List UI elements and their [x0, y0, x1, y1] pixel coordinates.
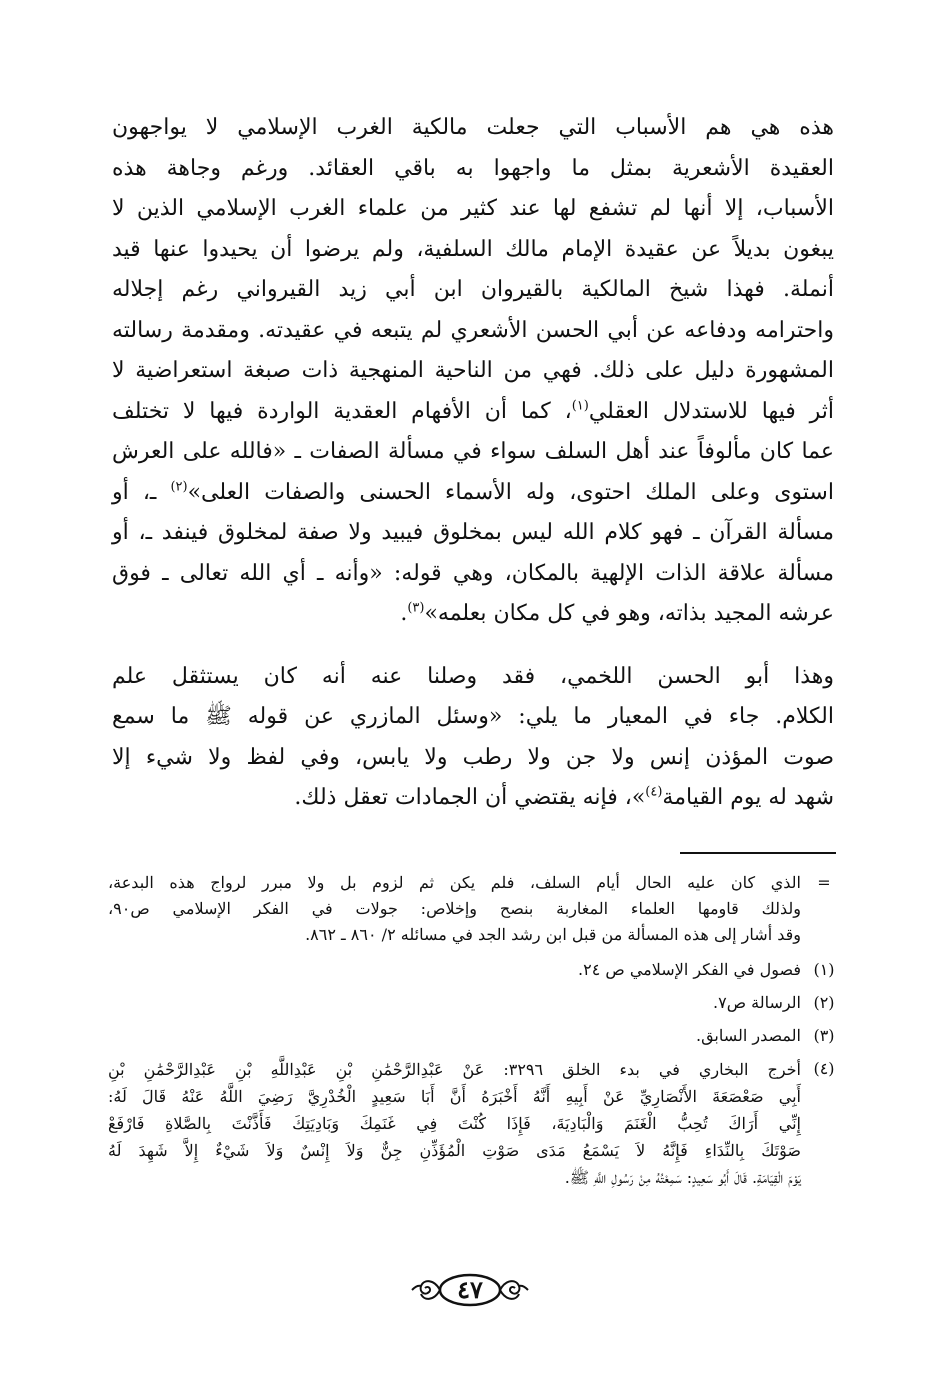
- footnote-3: [108, 1023, 847, 1049]
- text-line: [112, 392, 834, 433]
- footnote-continuation: [108, 870, 847, 948]
- footnote-ref-1[interactable]: (١): [571, 398, 589, 414]
- text-line: الكلام. جاء في المعيار ما يلي: «وسئل المازري عن قوله ﷺ ما سمع: [112, 704, 834, 729]
- text-line: [112, 594, 834, 635]
- footnote-line: الذي كان عليه الحال أيام السلف، فلم يكن ثم لزوم بل ولا مبرر لرواج هذه البدعة،: [108, 873, 801, 892]
- paragraph-1: [112, 108, 834, 635]
- text-line: يبغون بديلاً عن عقيدة الإمام مالك السلفية، ولم يرضوا أن يحيدوا عنها قيد: [112, 236, 834, 262]
- paragraph-2: [112, 657, 834, 819]
- text-line: العقيدة الأشعرية بمثل ما واجهوا به باقي العقائد. ورغم وجاهة هذه: [112, 155, 834, 181]
- footnotes: [108, 870, 847, 1198]
- page-number: [410, 1270, 530, 1310]
- footnote-line: يَوْمَ الْقِيَامَةِ. قَالَ أَبُو سَعِيدٍ: سَمِعْتُهُ مِنْ رَسُولِ اللَّهِ ﷺ.: [564, 1168, 801, 1187]
- text-segment: ، كما أن الأفهام العقدية الواردة فيها لا تختلف: [112, 398, 572, 424]
- footnote-ref-3[interactable]: (٣): [407, 600, 425, 616]
- text-line: عما كان مألوفاً عند أهل السلف سواء في مسألة الصفات ـ «فالله على العرش: [112, 439, 834, 464]
- text-line: صوت المؤذن إنس ولا جن ولا رطب ولا يابس، وفي لفظ ولا شيء إلا: [112, 744, 834, 770]
- footnote-ref-2[interactable]: (٢): [170, 479, 188, 495]
- text-line: مسألة القرآن ـ فهو كلام الله ليس بمخلوق فيبيد ولا صفة لمخلوق فينفد ـ، أو: [112, 520, 834, 545]
- footnote-line: وقد أشار إلى هذه المسألة من قبل ابن رشد الجد في مسائله ٢/ ٨٦٠ ـ ٨٦٢.: [305, 925, 801, 944]
- text-line: أنملة. فهذا شيخ المالكية بالقيروان ابن أبي زيد القيرواني رغم إجلاله: [112, 277, 834, 302]
- continuation-mark: =: [817, 873, 831, 892]
- text-line: الأسباب، إلا أنها لم تشفع لها عند كثير من علماء الغرب الإسلامي الذين لا: [112, 196, 834, 221]
- text-line: مسألة علاقة الذات الإلهية بالمكان، وهي قوله: «وأنه ـ أي الله تعالى ـ فوق: [112, 560, 834, 586]
- footnote-text: [108, 870, 801, 948]
- text-segment: »، فإنه يقتضي أن الجمادات تعقل ذلك.: [294, 785, 646, 810]
- text-segment: أثر فيها للاستدلال العقلي: [588, 398, 834, 424]
- footnote-4: [108, 1056, 847, 1191]
- footnote-mark: (٢): [813, 993, 835, 1012]
- footnote-2: [108, 990, 847, 1016]
- footnote-mark: (٣): [813, 1026, 835, 1045]
- footnote-line: صَوْتَكَ بِالنِّدَاءِ فَإِنَّهُ لاَ يَسْمَعُ مَدَى صَوْتِ الْمُؤَذِّنِ جِنٌّ وَلاَ إِنْسٌ وَلاَ شَيْءٌ إِلاَّ شَهِدَ لَهُ: [108, 1141, 801, 1160]
- text-segment: .: [400, 601, 408, 626]
- footnote-mark: (٤): [813, 1059, 835, 1078]
- footnote-text: المصدر السابق.: [695, 1026, 801, 1045]
- page-number-text: ٤٧: [457, 1275, 483, 1304]
- footnote-line: ولذلك قاومها العلماء المغاربة بنصح وإخلاص: جولات في الفكر الإسلامي ص٩٠،: [108, 899, 801, 918]
- footnote-text: فصول في الفكر الإسلامي ص ٢٤.: [578, 960, 801, 979]
- footnote-ref-4[interactable]: (٤): [645, 784, 663, 800]
- text-segment: عرشه المجيد بذاته، وهو في كل مكان بعلمه»: [424, 601, 834, 626]
- text-line: هذه هي هم الأسباب التي جعلت مالكية الغرب الإسلامي لا يواجهون: [112, 115, 834, 140]
- text-line: [112, 778, 834, 819]
- text-line: وهذا أبو الحسن اللخمي، فقد وصلنا عنه أنه كان يستثقل علم: [112, 663, 834, 689]
- text-segment: شهد له يوم القيامة: [662, 785, 834, 810]
- footnote-line: إِنِّي أَرَاكَ تُحِبُّ الْغَنَمَ وَالْبَادِيَةَ، فَإِذَا كُنْتَ فِي غَنَمِكَ وَبَادِيَتِكَ فَأَذَّنْتَ بِالصَّلاةِ فَارْفَعْ: [108, 1114, 801, 1133]
- footnote-text: الرسالة ص٧.: [713, 993, 801, 1012]
- text-line: المشهورة دليل على ذلك. فهي من الناحية المنهجية ذات صبغة استعراضية لا: [112, 358, 834, 383]
- text-line: واحترامه ودفاعه عن أبي الحسن الأشعري لم يتبعه في عقيدته. ومقدمة رسالته: [112, 317, 834, 343]
- text-line: [112, 473, 834, 514]
- footnote-line: أخرج البخاري في بدء الخلق ٣٢٩٦: عَنْ عَبْدِالرَّحْمَٰنِ بْنِ عَبْدِاللَّهِ بْنِ عَبْدِالرَّحْمَٰنِ بْنِ: [108, 1060, 802, 1079]
- footnote-text: [108, 1056, 801, 1191]
- footnote-mark: (١): [813, 960, 835, 979]
- footnote-divider: [680, 852, 836, 854]
- footnote-line: أَبِي صَعْصَعَةَ الأَنْصَارِيِّ عَنْ أَبِيهِ أَنَّهُ أَخْبَرَهُ أَنَّ أَبَا سَعِيدٍ الْخُدْرِيَّ رَضِيَ اللَّهُ عَنْهُ قَالَ لَهُ:: [108, 1087, 801, 1106]
- main-text: [112, 108, 834, 819]
- footnote-1: [108, 957, 847, 983]
- text-segment: ـ، أو: [112, 479, 171, 505]
- text-segment: استوى وعلى الملك احتوى، وله الأسماء الحسنى والصفات العلى»: [187, 479, 834, 505]
